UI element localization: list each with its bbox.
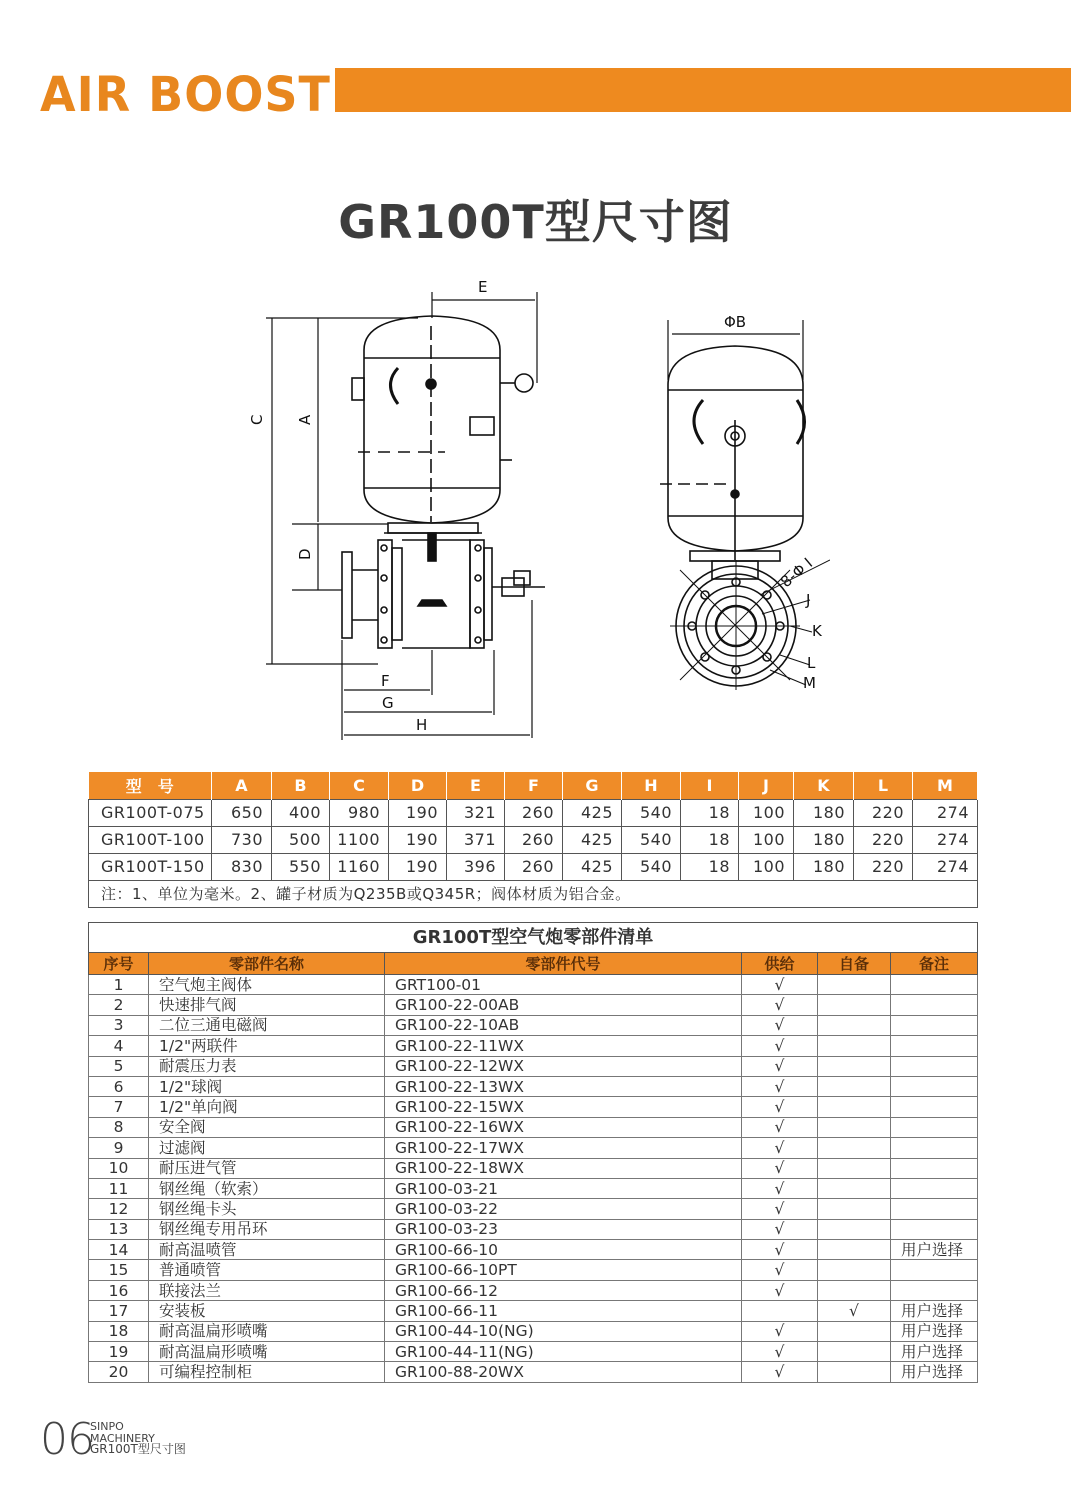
dimension-cell: 425 [563,799,622,826]
col-name: 零部件名称 [149,953,385,975]
part-name: 快速排气阀 [149,995,385,1015]
part-code: GRT100-01 [385,975,742,995]
parts-row [89,1362,978,1382]
col-I: I [681,772,739,799]
footer-company-line1: SINPO [90,1420,124,1433]
dimension-cell: 321 [447,799,505,826]
dimension-cell: 1160 [330,853,389,880]
part-name: 过滤阀 [149,1138,385,1158]
part-self-provided: √ [818,1301,891,1321]
part-remark [891,995,978,1015]
part-supplied: √ [742,1280,818,1300]
col-E: E [447,772,505,799]
label-F: F [381,672,390,690]
dimension-cell: 220 [854,853,913,880]
dimension-cell: 100 [739,799,794,826]
dimension-cell: 190 [389,853,447,880]
dimension-cell: 18 [681,853,739,880]
part-no: 7 [89,1097,149,1117]
col-K: K [794,772,854,799]
part-name: 耐震压力表 [149,1056,385,1076]
part-supplied: √ [742,1260,818,1280]
part-no: 10 [89,1158,149,1178]
part-code: GR100-22-11WX [385,1036,742,1056]
part-supplied: √ [742,1199,818,1219]
col-remark: 备注 [891,953,978,975]
part-no: 18 [89,1321,149,1341]
part-self-provided [818,1342,891,1362]
part-name: 空气炮主阀体 [149,975,385,995]
label-A: A [296,414,314,425]
part-supplied: √ [742,1056,818,1076]
dimension-drawing [230,270,830,750]
part-supplied: √ [742,1342,818,1362]
label-L: L [807,654,816,672]
front-view [660,346,830,690]
part-supplied: √ [742,1240,818,1260]
part-remark: 用户选择 [891,1240,978,1260]
part-self-provided [818,1076,891,1096]
part-supplied: √ [742,1036,818,1056]
part-name: 普通喷管 [149,1260,385,1280]
dimension-cell: 396 [447,853,505,880]
part-remark: 用户选择 [891,1342,978,1362]
part-no: 9 [89,1138,149,1158]
part-code: GR100-22-18WX [385,1158,742,1178]
part-name: 耐高温扁形喷嘴 [149,1342,385,1362]
part-code: GR100-66-10 [385,1240,742,1260]
dimension-cell: 18 [681,826,739,853]
part-remark [891,1178,978,1198]
part-name: 钢丝绳卡头 [149,1199,385,1219]
dimension-cell: 260 [505,853,563,880]
part-no: 6 [89,1076,149,1096]
model-cell: GR100T-150 [89,853,212,880]
dimension-cell: 190 [389,799,447,826]
part-self-provided [818,1260,891,1280]
parts-row [89,995,978,1015]
label-J: J [806,591,811,609]
col-C: C [330,772,389,799]
part-remark [891,975,978,995]
part-remark: 用户选择 [891,1301,978,1321]
part-self-provided [818,1036,891,1056]
dimension-cell: 730 [212,826,272,853]
col-M: M [913,772,978,799]
parts-header-row [89,953,978,975]
part-no: 15 [89,1260,149,1280]
part-self-provided [818,1056,891,1076]
part-no: 2 [89,995,149,1015]
dimension-cell: 425 [563,826,622,853]
part-name: 可编程控制柜 [149,1362,385,1382]
part-supplied: √ [742,1178,818,1198]
parts-row [89,1280,978,1300]
dimension-note: 注：1、单位为毫米。2、罐子材质为Q235B或Q345R；阀体材质为铝合金。 [89,880,978,907]
part-code: GR100-03-23 [385,1219,742,1239]
parts-table [88,922,978,1383]
col-self: 自备 [818,953,891,975]
part-name: 耐高温扁形喷嘴 [149,1321,385,1341]
parts-row [89,1301,978,1321]
part-no: 12 [89,1199,149,1219]
label-phiB: ΦB [724,313,747,331]
col-J: J [739,772,794,799]
dimension-cell: 274 [913,826,978,853]
part-name: 耐压进气管 [149,1158,385,1178]
part-name: 安全阀 [149,1117,385,1137]
part-remark [891,1199,978,1219]
part-remark [891,1015,978,1035]
dimension-note-row [89,880,978,907]
dimension-cell: 180 [794,826,854,853]
part-remark [891,1260,978,1280]
parts-row [89,1199,978,1219]
parts-row [89,1158,978,1178]
model-cell: GR100T-075 [89,799,212,826]
dimension-cell: 260 [505,826,563,853]
part-self-provided [818,995,891,1015]
dimension-row [89,826,978,853]
dimension-cell: 1100 [330,826,389,853]
dimension-cell: 830 [212,853,272,880]
dimension-row [89,799,978,826]
part-no: 3 [89,1015,149,1035]
label-G: G [382,694,394,712]
part-code: GR100-22-10AB [385,1015,742,1035]
part-name: 耐高温喷管 [149,1240,385,1260]
part-code: GR100-03-21 [385,1178,742,1198]
part-remark: 用户选择 [891,1321,978,1341]
part-supplied: √ [742,1117,818,1137]
col-F: F [505,772,563,799]
part-self-provided [818,1158,891,1178]
part-code: GR100-22-13WX [385,1076,742,1096]
part-name: 安装板 [149,1301,385,1321]
label-E: E [478,278,488,296]
part-no: 14 [89,1240,149,1260]
dimension-lines-left [266,292,537,740]
dimension-cell: 18 [681,799,739,826]
dimension-cell: 190 [389,826,447,853]
parts-row [89,1219,978,1239]
dimension-cell: 180 [794,799,854,826]
part-supplied: √ [742,1158,818,1178]
footer-section: GR100T型尺寸图 [90,1442,186,1456]
part-supplied [742,1301,818,1321]
part-self-provided [818,1097,891,1117]
part-code: GR100-03-22 [385,1199,742,1219]
parts-row [89,1240,978,1260]
dimension-cell: 220 [854,826,913,853]
parts-row [89,1260,978,1280]
part-supplied: √ [742,975,818,995]
col-G: G [563,772,622,799]
part-self-provided [818,1117,891,1137]
part-code: GR100-88-20WX [385,1362,742,1382]
parts-row [89,1036,978,1056]
part-self-provided [818,1240,891,1260]
part-name: 1/2"单向阀 [149,1097,385,1117]
part-supplied: √ [742,1015,818,1035]
col-supplied: 供给 [742,953,818,975]
part-no: 5 [89,1056,149,1076]
dimension-cell: 274 [913,799,978,826]
part-remark [891,1117,978,1137]
label-D: D [296,548,314,560]
col-code: 零部件代号 [385,953,742,975]
dimension-header-row [89,772,978,799]
parts-row [89,1015,978,1035]
part-remark [891,1280,978,1300]
part-self-provided [818,1219,891,1239]
part-self-provided [818,1362,891,1382]
part-name: 联接法兰 [149,1280,385,1300]
part-no: 19 [89,1342,149,1362]
part-remark [891,1138,978,1158]
part-no: 13 [89,1219,149,1239]
dimension-cell: 180 [794,853,854,880]
part-supplied: √ [742,1321,818,1341]
part-self-provided [818,1178,891,1198]
col-model: 型 号 [89,772,212,799]
part-supplied: √ [742,1362,818,1382]
label-M: M [803,674,816,692]
part-no: 16 [89,1280,149,1300]
col-no: 序号 [89,953,149,975]
label-H: H [416,716,428,734]
parts-row [89,1076,978,1096]
col-D: D [389,772,447,799]
parts-row [89,1342,978,1362]
dimension-cell: 500 [272,826,330,853]
part-name: 二位三通电磁阀 [149,1015,385,1035]
part-code: GR100-44-10(NG) [385,1321,742,1341]
dimension-cell: 274 [913,853,978,880]
part-self-provided [818,1321,891,1341]
part-supplied: √ [742,1219,818,1239]
part-code: GR100-22-16WX [385,1117,742,1137]
header-bar [335,68,1071,112]
col-B: B [272,772,330,799]
parts-title: GR100T型空气炮零部件清单 [89,923,978,953]
model-cell: GR100T-100 [89,826,212,853]
part-remark [891,1056,978,1076]
dimension-cell: 371 [447,826,505,853]
part-remark [891,1076,978,1096]
part-supplied: √ [742,1138,818,1158]
part-no: 11 [89,1178,149,1198]
label-K: K [812,622,822,640]
dimension-cell: 425 [563,853,622,880]
dimension-table [88,772,978,908]
part-supplied: √ [742,1076,818,1096]
parts-row [89,1178,978,1198]
part-self-provided [818,1138,891,1158]
dimension-cell: 650 [212,799,272,826]
dimension-cell: 100 [739,826,794,853]
part-code: GR100-22-17WX [385,1138,742,1158]
part-self-provided [818,1015,891,1035]
dimension-cell: 400 [272,799,330,826]
footer-caption [90,1421,186,1456]
dimension-cell: 220 [854,799,913,826]
dimension-cell: 540 [622,799,681,826]
part-remark [891,1219,978,1239]
part-self-provided [818,1199,891,1219]
label-bolt: 8-Φ I [777,554,817,592]
part-code: GR100-66-12 [385,1280,742,1300]
part-name: 1/2"球阀 [149,1076,385,1096]
part-remark [891,1158,978,1178]
part-supplied: √ [742,995,818,1015]
part-no: 8 [89,1117,149,1137]
part-code: GR100-22-00AB [385,995,742,1015]
footer-company-line2: MACHINERY [90,1431,155,1445]
part-name: 1/2"两联件 [149,1036,385,1056]
parts-row [89,1321,978,1341]
dimension-cell: 100 [739,853,794,880]
col-L: L [854,772,913,799]
part-code: GR100-22-15WX [385,1097,742,1117]
parts-row [89,975,978,995]
part-self-provided [818,975,891,995]
parts-row [89,1097,978,1117]
part-self-provided [818,1280,891,1300]
page-title: GR100T型尺寸图 [338,195,733,249]
parts-row [89,1138,978,1158]
part-remark [891,1036,978,1056]
part-code: GR100-44-11(NG) [385,1342,742,1362]
col-A: A [212,772,272,799]
dimension-cell: 540 [622,826,681,853]
part-supplied: √ [742,1097,818,1117]
part-no: 20 [89,1362,149,1382]
side-view [342,316,545,648]
dimension-cell: 980 [330,799,389,826]
dimension-row [89,853,978,880]
parts-row [89,1056,978,1076]
dimension-cell: 540 [622,853,681,880]
part-remark [891,1097,978,1117]
dimension-cell: 550 [272,853,330,880]
part-remark: 用户选择 [891,1362,978,1382]
part-name: 钢丝绳（软索） [149,1178,385,1198]
parts-caption-row [89,923,978,953]
part-code: GR100-66-10PT [385,1260,742,1280]
part-code: GR100-66-11 [385,1301,742,1321]
parts-row [89,1117,978,1137]
page-number: 06 [40,1414,94,1465]
part-name: 钢丝绳专用吊环 [149,1219,385,1239]
col-H: H [622,772,681,799]
part-code: GR100-22-12WX [385,1056,742,1076]
part-no: 17 [89,1301,149,1321]
dimension-cell: 260 [505,799,563,826]
brand-logo: AIR BOOST [40,65,331,123]
part-no: 1 [89,975,149,995]
part-no: 4 [89,1036,149,1056]
label-C: C [248,414,266,425]
